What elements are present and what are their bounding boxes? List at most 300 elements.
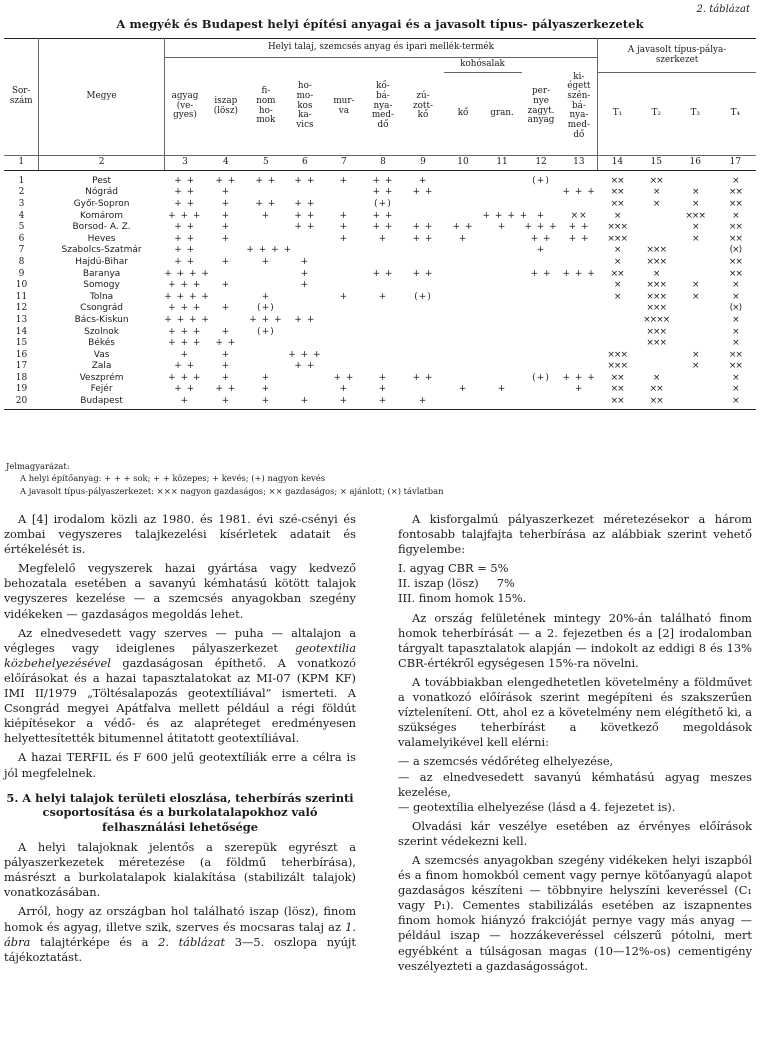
table-row [4, 372, 756, 384]
material-cell: + [458, 384, 468, 395]
structure-rating-cell [676, 256, 715, 268]
material-cell: + + + [288, 349, 322, 360]
material-cell: + + [412, 187, 434, 198]
material-cell [324, 256, 363, 268]
structure-rating-cell [676, 372, 715, 384]
table-row [4, 221, 756, 233]
material-cell [363, 314, 402, 326]
material-cell: + + + [168, 280, 202, 291]
structure-rating-cell: ×× [728, 198, 742, 209]
header-t1: T₁ [612, 108, 623, 119]
material-cell [483, 291, 522, 303]
structure-rating-cell [676, 303, 715, 315]
county-name: Komárom [80, 210, 124, 221]
material-cell [246, 268, 285, 280]
structure-rating-cell: ××× [646, 245, 666, 256]
material-cell: + [300, 268, 310, 279]
material-cell: + [378, 291, 388, 302]
material-cell: + [221, 349, 231, 360]
material-cell [285, 303, 324, 315]
row-number: 11 [15, 291, 28, 302]
column-number: 3 [164, 156, 205, 171]
structure-rating-cell: ××× [646, 256, 666, 267]
material-cell: + + [372, 187, 394, 198]
material-cell: + [458, 233, 468, 244]
material-cell: + [221, 280, 231, 291]
table-row [4, 349, 756, 361]
paragraph: A helyi talajoknak jelentős a szerepük egyrészt a pályaszerkezetek méretezése (a földmű teherbírása), másrészt a burkolatalapok kialakítása (stabilizált talajok) vonatkozásában. [4, 840, 356, 900]
structure-rating-cell: ×× [610, 268, 624, 279]
material-cell [483, 245, 522, 257]
column-number: 6 [285, 156, 324, 171]
county-name: Heves [87, 233, 116, 244]
county-name: Budapest [39, 395, 164, 409]
structure-rating-cell: (×) [729, 303, 742, 314]
material-cell [324, 268, 363, 280]
table-row [4, 303, 756, 315]
material-cell: + + [294, 361, 316, 372]
material-cell [483, 303, 522, 315]
material-cell: + [497, 384, 507, 395]
material-cell: + [402, 395, 443, 409]
material-cell [522, 279, 561, 291]
structure-rating-cell: ×× [728, 268, 742, 279]
paragraph: A továbbiakban elengedhetetlen követelmény a földművet a vonatkozó előírások szerint megépíteni és szakszerűen víztelenítení. Ott, ahol ez a követelmény nem elégíthető ki, a szükséges teherbírást a következő megoldások valamelyikével kell elérni: [398, 674, 752, 750]
material-cell [444, 326, 483, 338]
structure-rating-cell: × [652, 268, 660, 279]
structure-rating-cell [676, 268, 715, 280]
material-cell: + [221, 210, 231, 221]
structure-rating-cell: × [613, 210, 621, 221]
material-cell [522, 314, 561, 326]
structure-rating-cell: ××× [685, 210, 706, 221]
cbr-item: III. finom homok 15%. [398, 591, 527, 606]
row-number: 6 [18, 233, 25, 244]
row-number: 13 [15, 314, 28, 325]
material-cell: + [339, 233, 349, 244]
column-number: 9 [402, 156, 443, 171]
structure-rating-cell: ×× [610, 372, 624, 383]
material-cell [561, 291, 598, 303]
header-t3: T₃ [690, 108, 700, 119]
material-cell: + + [215, 338, 237, 349]
structure-rating-cell: ××× [607, 222, 627, 233]
material-cell: + [221, 326, 231, 337]
paragraph: Az elnedvesedett vagy szerves — puha — altalajon a végleges vagy ideiglenes pályaszerkezet geotextilia közbehelyezésével gazdaságosan építhető. A vonatkozó előírásokat és a hazai tapasztalatokat az MI-07 (KPM KF) IMI II/1979 „Töltésalapozás geotextíliával” ismerteti. A Csongrád megyei Apátfalva mellett például a régi földút kiépítésekor a védő- és az alapréteget eredményesen helyettesítették bitumennel átitatott geotextíliával. [4, 625, 356, 746]
material-cell: + + + [562, 268, 596, 279]
material-cell: + + [372, 210, 394, 221]
county-name: Veszprém [79, 372, 124, 383]
cbr-list [398, 561, 752, 606]
material-cell [324, 303, 363, 315]
material-cell [561, 326, 598, 338]
table-row [4, 210, 756, 222]
table-title: A megyék és Budapest helyi építési anyagai és a javasolt típus- pályaszerkezetek [116, 17, 644, 31]
column-number: 12 [522, 156, 561, 171]
structure-rating-cell: × [732, 280, 739, 291]
material-cell: + [221, 198, 231, 209]
material-cell [444, 198, 483, 210]
column-number: 1 [4, 156, 39, 171]
material-cell: + + [174, 384, 196, 395]
structure-rating-cell: ×× [728, 361, 742, 372]
table-row [4, 256, 756, 268]
row-number: 7 [18, 245, 25, 256]
material-cell: (+) [414, 291, 432, 302]
material-cell [324, 337, 363, 349]
row-number: 8 [18, 256, 25, 267]
row-number: 20 [4, 395, 39, 409]
row-number: 4 [18, 210, 25, 221]
structure-rating-cell [598, 337, 637, 349]
material-cell [324, 245, 363, 257]
column-number: 14 [598, 156, 637, 171]
material-cell [205, 314, 246, 326]
header-kohosalak: kohósalak [444, 58, 522, 73]
material-cell [483, 233, 522, 245]
table-row [4, 187, 756, 199]
structure-rating-cell: ×× [610, 187, 624, 198]
structure-rating-cell: × [732, 384, 739, 395]
material-cell: + [261, 210, 271, 221]
structure-rating-cell: ×× [610, 384, 624, 395]
material-cell: + + [333, 372, 355, 383]
structure-rating-cell [637, 361, 676, 373]
column-number: 13 [561, 156, 598, 171]
material-cell: + + [255, 198, 277, 209]
county-name: Borsod- A. Z. [72, 222, 131, 233]
structure-rating-cell: × [613, 256, 621, 267]
county-name: Somogy [83, 280, 120, 291]
material-cell [363, 256, 402, 268]
material-cell: + + [372, 175, 394, 186]
material-cell [402, 361, 443, 373]
material-cell [402, 314, 443, 326]
material-cell [205, 268, 246, 280]
material-cell [561, 395, 598, 409]
county-name: Vas [93, 349, 110, 360]
material-cell [522, 349, 561, 361]
material-cell: + + [412, 268, 434, 279]
material-cell: + + + [168, 326, 202, 337]
material-cell: + + + [562, 372, 596, 383]
header-group-local: Helyi talaj, szemcsés anyag és ipari mellék-termék [164, 39, 597, 58]
material-cell: + + [372, 222, 394, 233]
material-cell: + [378, 233, 388, 244]
right-column [398, 512, 752, 978]
table-number: 2. táblázat [696, 4, 750, 15]
structure-rating-cell: ××× [607, 233, 627, 244]
material-cell: + + [412, 372, 434, 383]
material-cell [402, 303, 443, 315]
material-cell [522, 187, 561, 199]
material-cell [324, 279, 363, 291]
material-cell: + [261, 256, 271, 267]
material-cell: + [221, 361, 231, 372]
structure-rating-cell: ××× [646, 338, 666, 349]
structure-rating-cell [598, 326, 637, 338]
material-cell [561, 361, 598, 373]
structure-rating-cell: × [732, 314, 739, 325]
structure-rating-cell [676, 384, 715, 396]
column-number: 17 [715, 156, 756, 171]
material-cell [561, 198, 598, 210]
material-cell: + + [412, 222, 434, 233]
county-name: Hajdú-Bihar [75, 256, 128, 267]
material-cell [561, 171, 598, 187]
structure-rating-cell: × [732, 372, 739, 383]
material-cell: + + [174, 245, 196, 256]
material-cell: + [221, 233, 231, 244]
structure-rating-cell: × [652, 198, 660, 209]
county-name: Fejér [90, 384, 113, 395]
material-cell [444, 171, 483, 187]
material-cell [324, 198, 363, 210]
material-cell [522, 395, 561, 409]
material-cell [483, 337, 522, 349]
row-number: 17 [15, 361, 28, 372]
material-cell [324, 326, 363, 338]
material-cell [522, 326, 561, 338]
material-cell [444, 314, 483, 326]
material-cell [522, 256, 561, 268]
material-cell: (+) [257, 303, 275, 314]
material-cell: + + [255, 175, 277, 186]
material-cell [483, 314, 522, 326]
structure-rating-cell: ××× [607, 349, 627, 360]
material-cell [363, 326, 402, 338]
paragraph: Az ország felületének mintegy 20%-án található finom homok teherbírását — a 2. fejezetben és a [2] irodalomban tárgyalt tapasztalatok alapján — indokolt az eddigi 8 és 13% CBR-értékről egységesen 15%-ra növelni. [398, 610, 752, 670]
table-row [4, 395, 756, 409]
material-cell: + + + + [246, 245, 293, 256]
structure-rating-cell [676, 245, 715, 257]
material-cell: + + + [524, 222, 558, 233]
material-cell [324, 349, 363, 361]
material-cell: + [339, 210, 349, 221]
header-ko: kő [457, 108, 469, 119]
structure-rating-cell: × [732, 326, 739, 337]
material-cell [483, 256, 522, 268]
solution-item: — a szemcsés védőréteg elhelyezése, [398, 754, 614, 769]
material-cell [522, 361, 561, 373]
material-cell [402, 337, 443, 349]
structure-rating-cell: ×× [728, 187, 742, 198]
material-cell [402, 210, 443, 222]
legend-material: A helyi építőanyag: + + + sok; + + közepes; + kevés; (+) nagyon kevés [20, 473, 326, 484]
row-number: 1 [18, 175, 25, 186]
county-name: Bács-Kiskun [74, 314, 129, 325]
material-cell [363, 245, 402, 257]
material-cell: + + + [168, 338, 202, 349]
table-row [4, 171, 756, 187]
material-cell: + [300, 256, 310, 267]
material-cell [402, 349, 443, 361]
county-name: Tolna [89, 291, 114, 302]
material-cell: + + [294, 210, 316, 221]
header-group-types: A javasolt típus-pálya- szerkezet [598, 39, 756, 73]
material-cell [483, 395, 522, 409]
structure-rating-cell: × [691, 198, 699, 209]
material-cell: + [205, 395, 246, 409]
material-cell [402, 245, 443, 257]
structure-rating-cell: × [691, 349, 699, 360]
material-cell [483, 279, 522, 291]
material-cell: + [180, 349, 190, 360]
structure-rating-cell [676, 395, 715, 409]
material-cell: + + [174, 175, 196, 186]
column-number: 8 [363, 156, 402, 171]
header-gran: gran. [490, 108, 514, 119]
paragraph: A szemcsés anyagokban szegény vidékeken helyi iszapból és a finom homokból cement vagy pernye kötőanyagú alapot gazdaságos készíteni — többnyire helyszíni keveréssel (C₁ vagy P₁). Cementes stabilizálás esetében az iszapnentes finom homok hiányzó frakcióját pernye vagy más anyag — például iszap — hozzákeveréssel célszerű pótolni, mert egyébként a túlságosan magas (10—12%-os) cementigény veszélyezteti a gazdaságosságot. [398, 852, 752, 973]
material-cell: + + [174, 187, 196, 198]
structure-rating-cell: ××× [646, 303, 666, 314]
header-t2: T₂ [651, 108, 661, 119]
county-name: Zala [91, 361, 112, 372]
material-cell: + [300, 280, 310, 291]
cbr-item: II. iszap (lösz) 7% [398, 576, 515, 591]
material-cell [246, 279, 285, 291]
solution-item: — geotextília elhelyezése (lásd a 4. fejezetet is). [398, 799, 676, 814]
material-cell [483, 187, 522, 199]
structure-rating-cell: × [691, 291, 699, 302]
column-number: 10 [444, 156, 483, 171]
material-cell [402, 256, 443, 268]
material-cell: + [285, 395, 324, 409]
material-cell: + + [174, 222, 196, 233]
column-number: 11 [483, 156, 522, 171]
material-cell [402, 326, 443, 338]
column-number: 15 [637, 156, 676, 171]
material-cell [205, 245, 246, 257]
material-cell: + [574, 384, 584, 395]
material-cell: + + [568, 233, 590, 244]
structure-rating-cell [598, 303, 637, 315]
material-cell [324, 361, 363, 373]
material-cell: + + [215, 175, 237, 186]
material-cell [483, 198, 522, 210]
material-cell: + + + + [164, 291, 210, 302]
table-row [4, 361, 756, 373]
material-cell: + [221, 372, 231, 383]
material-cell [246, 221, 285, 233]
material-cell [246, 349, 285, 361]
table-row [4, 384, 756, 396]
header-sorszam: Sor- szám [4, 39, 39, 156]
material-cell [444, 291, 483, 303]
structure-rating-cell: ××× [607, 361, 627, 372]
material-cell [444, 256, 483, 268]
county-name: Csongrád [80, 303, 123, 314]
material-cell: + + [294, 175, 316, 186]
material-cell: + + [294, 314, 316, 325]
structure-rating-cell: × [691, 280, 699, 291]
material-cell [363, 337, 402, 349]
header-kobanya: kő- bá- nya- med- dő [371, 81, 394, 130]
material-cell [285, 187, 324, 199]
material-cell: (+) [532, 175, 550, 186]
structure-rating-cell [676, 337, 715, 349]
row-number: 3 [18, 198, 25, 209]
material-cell: ×× [570, 210, 588, 221]
row-number: 5 [18, 222, 25, 233]
cbr-item: I. agyag CBR = 5% [398, 561, 509, 576]
material-cell: + [536, 245, 546, 256]
header-zuzottko: zú- zott- kő [412, 90, 433, 121]
material-cell [483, 361, 522, 373]
material-cell [363, 303, 402, 315]
material-cell [522, 303, 561, 315]
structure-rating-cell: ×× [728, 222, 742, 233]
solutions-list [398, 754, 752, 814]
material-cell [324, 314, 363, 326]
material-cell [483, 349, 522, 361]
table-body [4, 171, 756, 410]
material-cell [363, 361, 402, 373]
structure-rating-cell: × [613, 291, 621, 302]
structure-rating-cell: × [691, 233, 699, 244]
material-cell: + + [372, 268, 394, 279]
material-cell: + + [174, 198, 196, 209]
column-number-row [4, 156, 756, 171]
legend-structure: A javasolt típus-pályaszerkezet: ××× nagyon gazdaságos; ×× gazdaságos; × ajánlott; (×) távlatban [20, 485, 444, 496]
material-cell: + [339, 384, 349, 395]
row-number: 9 [18, 268, 25, 279]
material-cell [483, 268, 522, 280]
structure-rating-cell: × [691, 222, 699, 233]
left-column [4, 512, 356, 969]
material-cell: + [418, 175, 428, 186]
structure-rating-cell [598, 314, 637, 326]
material-cell [444, 268, 483, 280]
material-cell [522, 384, 561, 396]
table-row [4, 314, 756, 326]
material-cell [285, 233, 324, 245]
material-cell [363, 279, 402, 291]
structure-rating-cell [637, 233, 676, 245]
material-cell: + [221, 303, 231, 314]
header-t4: T₄ [730, 108, 741, 119]
structure-rating-cell: ×× [610, 198, 624, 209]
material-cell [444, 303, 483, 315]
material-cell: + + + + [164, 314, 210, 325]
material-cell: (+) [257, 326, 275, 337]
material-cell [444, 337, 483, 349]
material-cell: + [261, 384, 271, 395]
material-cell [246, 337, 285, 349]
table-row [4, 233, 756, 245]
structure-rating-cell: ××× [646, 291, 666, 302]
structure-rating-cell: ××× [646, 326, 666, 337]
structure-rating-cell: ×× [728, 256, 742, 267]
section-heading: 5. A helyi talajok területi eloszlása, teherbírás szerinti csoportosítása és a burkolatalapokhoz való felhasználási lehetősége [6, 790, 354, 834]
materials-table [4, 38, 756, 410]
material-cell: + [363, 395, 402, 409]
table-row [4, 337, 756, 349]
material-cell [285, 291, 324, 303]
structure-rating-cell [637, 349, 676, 361]
county-name: Pest [92, 175, 111, 186]
material-cell: + + [174, 233, 196, 244]
material-cell [522, 291, 561, 303]
paragraph: A kisforgalmú pályaszerkezet méretezésekor a három fontosabb talajfajta teherbírása az alábbiak szerint vehető figyelembe: [398, 512, 752, 557]
structure-rating-cell: (×) [729, 245, 742, 256]
county-name: Szolnok [84, 326, 119, 337]
material-cell: + [324, 395, 363, 409]
structure-rating-cell: × [691, 187, 699, 198]
structure-rating-cell: ××× [646, 280, 666, 291]
material-cell: + + [215, 384, 237, 395]
material-cell [324, 187, 363, 199]
